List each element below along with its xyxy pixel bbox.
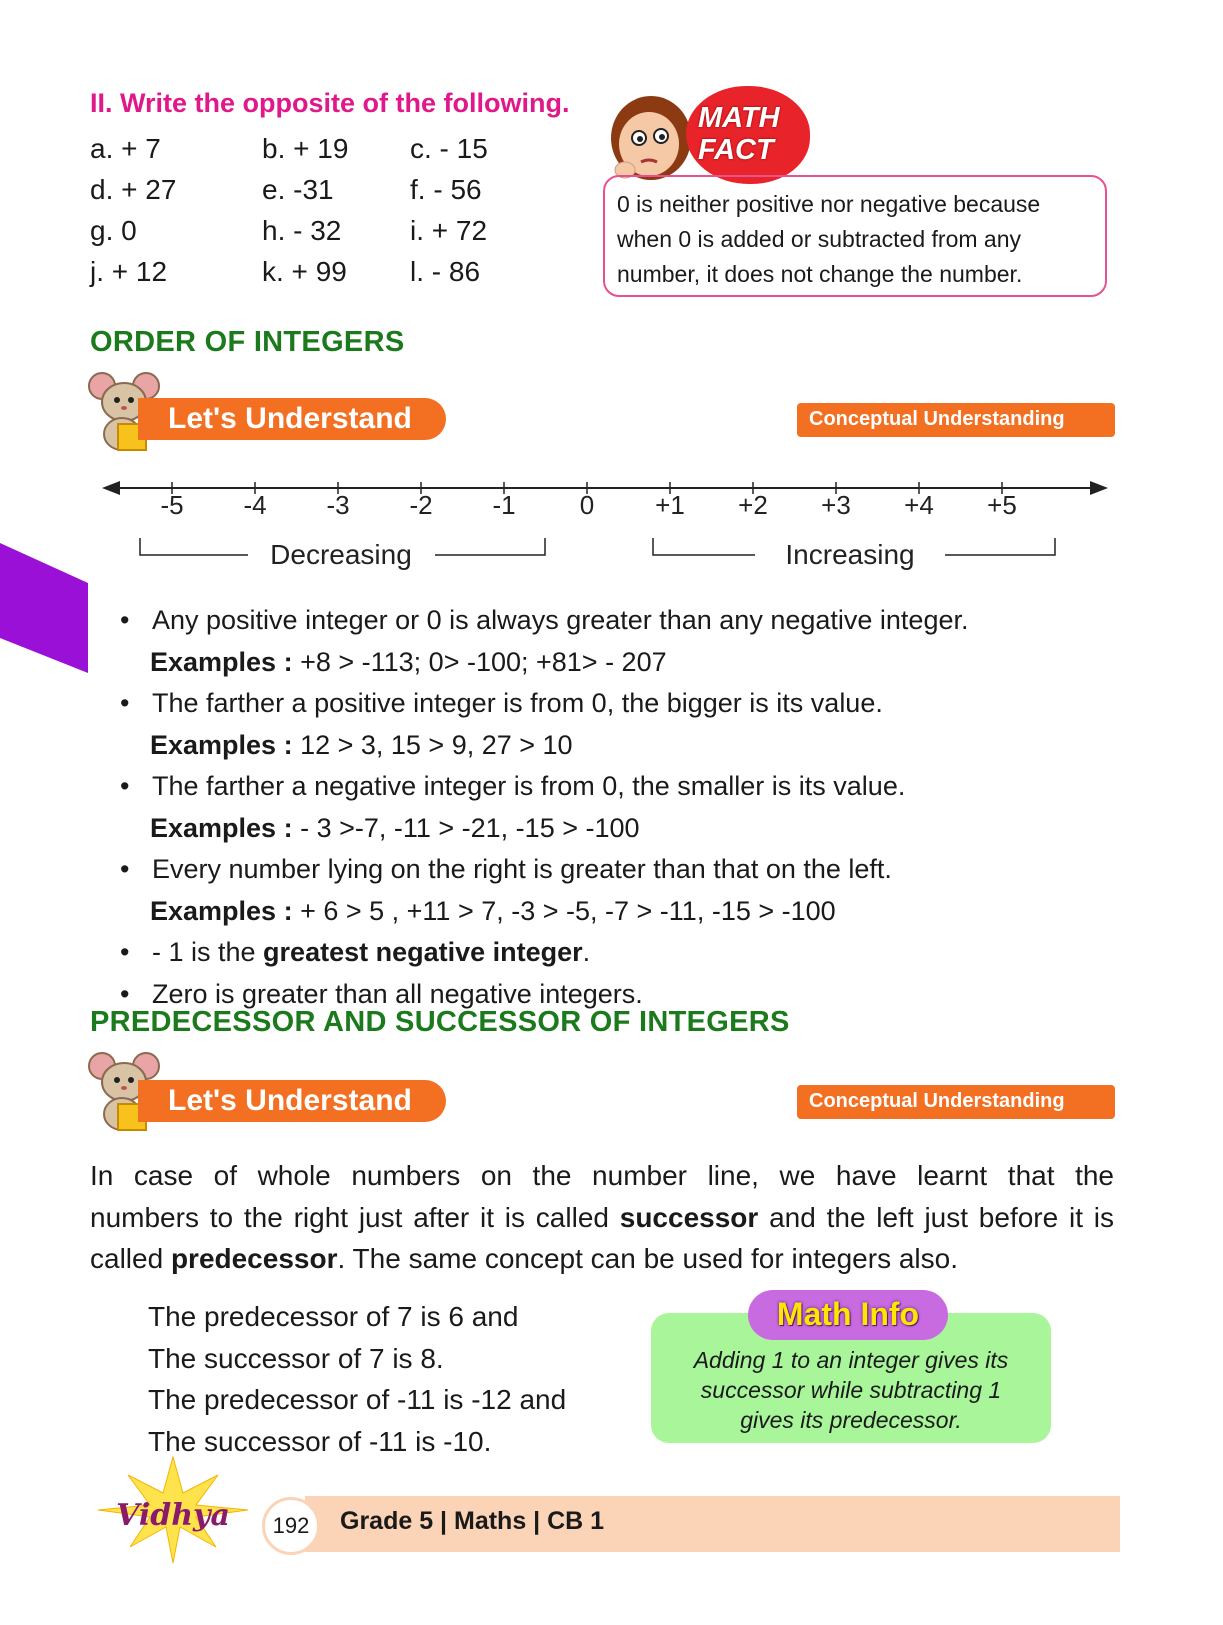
math-fact-box (603, 175, 1107, 297)
tick-label: +5 (987, 490, 1017, 520)
rule-text: - 1 is the (152, 937, 264, 967)
paragraph-text: numbers to the right just after it is called (90, 1201, 620, 1233)
examples-label: Examples : (150, 812, 293, 843)
math-info-line: successor while subtracting 1 (700, 1377, 1002, 1403)
number-line (100, 470, 1110, 585)
predecessor-examples (148, 1296, 566, 1462)
section-title-predecessor: PREDECESSOR AND SUCCESSOR OF INTEGERS (90, 1006, 790, 1038)
example-text: +8 > -113; 0> -100; +81> - 207 (292, 646, 667, 677)
rule-text: Zero is greater than all negative integers. (152, 978, 643, 1009)
tick-label: -5 (160, 490, 184, 520)
math-info-line: Adding 1 to an integer gives its (693, 1347, 1009, 1373)
rule-text: The farther a negative integer is from 0, the smaller is its value. (152, 771, 906, 801)
intro-paragraph (90, 1155, 1114, 1280)
conceptual-understanding-tag (797, 403, 1115, 437)
predecessor-term: predecessor (170, 1243, 338, 1274)
examples-label: Examples : (150, 646, 293, 677)
increasing-label: Increasing (785, 539, 915, 570)
tick-label: -4 (243, 490, 267, 520)
arrow-left-icon (102, 481, 120, 495)
rule-bold-text: greatest negative integer (263, 937, 583, 967)
rule-text: . (582, 937, 591, 967)
examples-label: Examples : (150, 729, 293, 760)
math-fact-line: number, it does not change the number. (617, 261, 1023, 287)
lets-understand-bar (138, 398, 446, 440)
example-text: 12 > 3, 15 > 9, 27 > 10 (292, 729, 573, 760)
tick-label: +4 (904, 490, 934, 520)
list-item: • Zero is greater than all negative integers. (120, 978, 643, 1009)
list-item: • Any positive integer or 0 is always greater than any negative integer. (120, 605, 969, 635)
girl-thinking-icon (605, 92, 695, 184)
paragraph-line (90, 1238, 1114, 1280)
paragraph-line: In case of whole numbers on the number line, we have learnt that the (90, 1160, 1114, 1191)
paragraph-text: called (90, 1243, 171, 1274)
tick-label: +3 (821, 490, 851, 520)
exercise-item: e. -31 (262, 174, 334, 205)
paragraph-line (90, 1197, 1114, 1239)
example-text: - 3 >-7, -11 > -21, -15 > -100 (292, 812, 640, 843)
exercise-item: c. - 15 (410, 133, 488, 164)
exercise-item: f. - 56 (410, 174, 482, 205)
lets-understand-label: Let's Understand (168, 1084, 412, 1117)
page-number: 192 (272, 1513, 310, 1538)
list-item: • The farther a positive integer is from 0, the bigger is its value. (120, 688, 883, 718)
logo-text: Vidhya (116, 1498, 230, 1533)
vidhya-logo (88, 1455, 258, 1565)
math-info-line: gives its predecessor. (740, 1407, 962, 1433)
decreasing-bracket-right (435, 538, 545, 555)
exercise-item: a. + 7 (90, 133, 161, 164)
tick-label: 0 (579, 490, 595, 520)
conceptual-understanding-label: Conceptual Understanding (809, 408, 1065, 430)
tick-label: -2 (409, 490, 433, 520)
conceptual-understanding-tag (797, 1085, 1115, 1119)
math-fact-line: when 0 is added or subtracted from any (617, 226, 1022, 252)
exercise-item: l. - 86 (410, 256, 481, 287)
decreasing-label: Decreasing (270, 539, 412, 570)
math-info-title: Math Info (776, 1296, 920, 1332)
exercise-item: d. + 27 (90, 174, 177, 205)
section-title-order: ORDER OF INTEGERS (90, 326, 405, 358)
tick-label: +2 (738, 490, 768, 520)
purple-side-tab (0, 543, 90, 673)
example-line: The successor of -11 is -10. (148, 1425, 492, 1457)
example-line: The predecessor of 7 is 6 and (148, 1301, 519, 1332)
example-line (118, 808, 968, 850)
example-line (118, 891, 968, 933)
ordering-rules (118, 600, 968, 1015)
exercise-title: II. Write the opposite of the following. (90, 88, 570, 118)
math-info-badge (748, 1290, 948, 1340)
conceptual-understanding-label: Conceptual Understanding (809, 1090, 1065, 1112)
exercise-item: j. + 12 (90, 256, 168, 287)
rule-text: The farther a positive integer is from 0, the bigger is its value. (152, 688, 883, 718)
paragraph-text: and the left just before it is (758, 1201, 1114, 1233)
tick-label: -3 (326, 490, 350, 520)
tick-label: -1 (492, 490, 516, 520)
rule-text: Any positive integer or 0 is always greater than any negative integer. (152, 605, 969, 635)
rule-text: Every number lying on the right is greater than that on the left. (152, 854, 892, 884)
list-item: • The farther a negative integer is from 0, the smaller is its value. (120, 771, 906, 801)
paragraph-text: . The same concept can be used for integers also. (337, 1243, 958, 1274)
examples-label: Examples : (150, 895, 293, 926)
example-line (118, 642, 968, 684)
math-fact-badge-line1: MATH (698, 102, 780, 134)
page-number-badge (262, 1497, 320, 1555)
example-line (118, 725, 968, 767)
list-item: • Every number lying on the right is greater than that on the left. (120, 854, 892, 884)
increasing-bracket-left (653, 538, 755, 555)
lets-understand-label: Let's Understand (168, 402, 412, 435)
successor-term: successor (619, 1201, 759, 1233)
tick-label: +1 (655, 490, 685, 520)
decreasing-bracket-left (140, 538, 248, 555)
increasing-bracket-right (945, 538, 1055, 555)
lets-understand-bar (138, 1080, 446, 1122)
footer-text: Grade 5 | Maths | CB 1 (340, 1507, 605, 1535)
exercise-item: k. + 99 (262, 256, 347, 287)
exercise-item: g. 0 (90, 215, 137, 246)
math-fact-badge (686, 86, 810, 184)
exercise-item: h. - 32 (262, 215, 342, 246)
arrow-right-icon (1090, 481, 1108, 495)
math-fact-badge-line2: FACT (698, 134, 774, 166)
list-item: • - 1 is the greatest negative integer. (120, 937, 591, 967)
example-line: The predecessor of -11 is -12 and (148, 1384, 567, 1415)
exercise-item: b. + 19 (262, 133, 349, 164)
math-fact-line: 0 is neither positive nor negative because (617, 191, 1041, 217)
example-line: The successor of 7 is 8. (148, 1342, 444, 1374)
example-text: + 6 > 5 , +11 > 7, -3 > -5, -7 > -11, -15 > -100 (292, 895, 836, 926)
exercise-item: i. + 72 (410, 215, 488, 246)
